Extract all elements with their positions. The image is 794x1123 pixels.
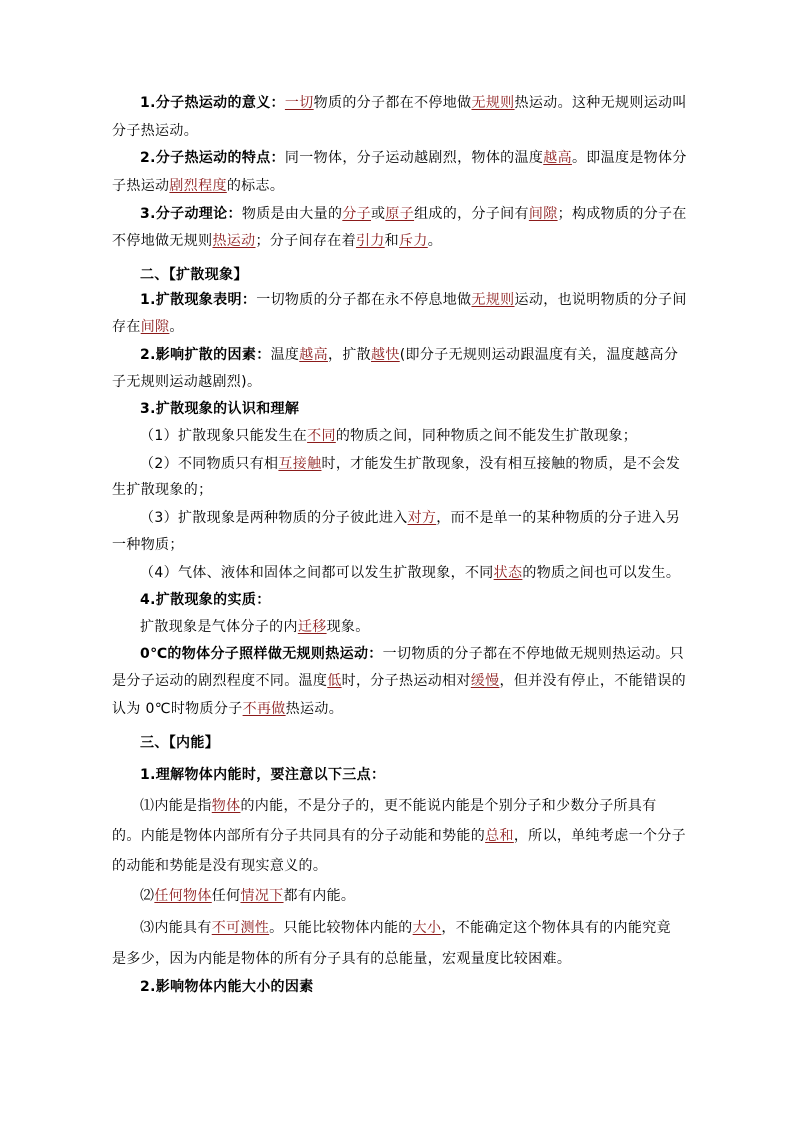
answer-blank: 任何物体	[154, 888, 212, 904]
text-line	[140, 977, 314, 997]
text-line	[140, 590, 271, 610]
text-run: 的物质之间，同种物质之间不能发生扩散现象；	[335, 428, 638, 444]
text-line	[112, 231, 442, 251]
text-run: 是分子运动的剧烈程度不同。温度	[112, 673, 328, 689]
text-run: 一切物质的分子都在永不停息地做	[256, 292, 472, 308]
text-line	[112, 176, 284, 196]
text-line	[140, 345, 678, 365]
text-run: 物质是由大量的	[241, 206, 343, 222]
text-run: ⑴内能是指	[140, 798, 212, 814]
answer-blank: 不再做	[242, 701, 286, 717]
text-run: ⑵	[140, 888, 155, 904]
text-run: ，但并没有停止，不能错误的	[499, 673, 687, 689]
text-line	[112, 949, 571, 969]
text-run: 存在	[112, 319, 141, 335]
bold-label: 3.分子动理论：	[140, 206, 242, 222]
answer-blank: 不同	[307, 428, 336, 444]
answer-blank: 引力	[355, 233, 385, 249]
bold-label: 1.扩散现象表明：	[140, 292, 257, 308]
text-run: 温度	[270, 347, 300, 363]
text-run: 子热运动	[112, 178, 170, 194]
text-line	[112, 856, 327, 876]
text-run: 和	[384, 233, 400, 249]
answer-blank: 分子	[342, 206, 372, 222]
bold-label: 3.扩散现象的认识和理解	[140, 401, 300, 417]
text-run: 。只能比较物体内能的	[269, 920, 413, 936]
answer-blank: 无规则	[471, 292, 515, 308]
text-run: 组成的，分子间有	[414, 206, 529, 222]
bold-label: 2.影响物体内能大小的因素	[140, 979, 314, 995]
text-run: 子无规则运动越剧烈)。	[112, 374, 262, 390]
answer-blank: 缓慢	[470, 673, 500, 689]
text-line	[140, 508, 680, 528]
answer-blank: 情况下	[240, 888, 284, 904]
text-run: 一切物质的分子都在不停地做无规则热运动。只	[382, 646, 685, 662]
text-line	[140, 886, 355, 906]
text-run: （3）扩散现象是两种物质的分子彼此进入	[140, 510, 408, 526]
bold-label: 2.影响扩散的因素：	[140, 347, 271, 363]
text-run: 是多少，因为内能是物体的所有分子具有的总能量，宏观量度比较困难。	[112, 951, 572, 967]
text-run: 物质的分子都在不停地做	[313, 95, 472, 111]
text-run: 分子热运动。	[112, 123, 199, 139]
text-line	[112, 535, 184, 555]
text-run: （1）扩散现象只能发生在	[140, 428, 308, 444]
answer-blank: 物体	[211, 798, 241, 814]
text-line	[140, 204, 687, 224]
text-run: 不停地做无规则	[112, 233, 213, 249]
text-line	[140, 290, 687, 310]
text-line	[112, 317, 184, 337]
bold-label: 三、【内能】	[140, 735, 220, 751]
text-run: (即分子无规则运动跟温度有关，温度越高分	[399, 347, 679, 363]
answer-blank: 间隙	[140, 319, 170, 335]
text-line	[140, 918, 671, 938]
text-run: ；构成物质的分子在	[557, 206, 687, 222]
text-run: 的内能，不是分子的，更不能说内能是个别分子和少数分子所具有	[240, 798, 657, 814]
answer-blank: 迁移	[297, 619, 327, 635]
text-run: 认为 0℃时物质分子	[112, 701, 243, 717]
answer-blank: 不可测性	[211, 920, 270, 936]
bold-label: 0℃的物体分子照样做无规则热运动：	[140, 646, 383, 662]
text-run: ，扩散	[327, 347, 372, 363]
bold-label: 1.分子热运动的意义：	[140, 95, 285, 111]
text-run: 的。内能是物体内部所有分子共同具有的分子动能和势能的	[112, 828, 486, 844]
text-line	[140, 765, 385, 785]
answer-blank: 无规则	[471, 95, 515, 111]
text-run: 生扩散现象的；	[112, 482, 213, 498]
text-line	[112, 372, 261, 392]
section-heading	[140, 265, 248, 285]
answer-blank: 一切	[284, 95, 314, 111]
text-run: 的标志。	[226, 178, 285, 194]
text-run: 。	[169, 319, 184, 335]
text-run: 时，分子热运动相对	[341, 673, 471, 689]
text-run: 现象。	[326, 619, 370, 635]
bold-label: 2.分子热运动的特点：	[140, 150, 285, 166]
answer-blank: 越高	[299, 347, 328, 363]
text-run: 一种物质；	[112, 537, 184, 553]
text-line	[140, 426, 637, 446]
text-line	[112, 121, 198, 141]
section-heading	[140, 733, 219, 753]
text-line	[140, 563, 680, 583]
text-run: ，不能确定这个物体具有的内能究竟	[441, 920, 671, 936]
text-run: 热运动。这种无规则运动叫	[514, 95, 687, 111]
text-run: 的动能和势能是没有现实意义的。	[112, 858, 328, 874]
answer-blank: 热运动	[212, 233, 256, 249]
answer-blank: 互接触	[278, 456, 322, 472]
text-run: 同一物体，分子运动越剧烈，物体的温度	[284, 150, 544, 166]
bold-label: 二、【扩散现象】	[140, 267, 248, 283]
answer-blank: 对方	[407, 510, 437, 526]
text-line	[112, 480, 212, 500]
answer-blank: 大小	[412, 920, 442, 936]
text-line	[140, 148, 687, 168]
text-line	[140, 796, 657, 816]
text-run: 都有内能。	[283, 888, 356, 904]
text-line	[140, 644, 684, 664]
text-run: 任何	[211, 888, 241, 904]
text-run: （4）气体、液体和固体之间都可以发生扩散现象，不同	[140, 565, 494, 581]
answer-blank: 斥力	[399, 233, 428, 249]
text-line	[112, 699, 343, 719]
answer-blank: 总和	[485, 828, 514, 844]
text-run: 时，才能发生扩散现象，没有相互接触的物质，是不会发	[321, 456, 681, 472]
text-run: 运动，也说明物质的分子间	[514, 292, 687, 308]
text-line	[140, 454, 680, 474]
answer-blank: 越高	[543, 150, 572, 166]
text-run: 热运动。	[285, 701, 344, 717]
text-run: ，而不是单一的某种物质的分子进入另	[436, 510, 681, 526]
text-run: 或	[371, 206, 386, 222]
bold-label: 1.理解物体内能时，要注意以下三点：	[140, 767, 386, 783]
text-line	[140, 399, 299, 419]
text-run: 的物质之间也可以发生。	[522, 565, 681, 581]
text-line	[140, 617, 370, 637]
text-run: （2）不同物质只有相	[140, 456, 279, 472]
answer-blank: 低	[327, 673, 342, 689]
text-line	[112, 671, 686, 691]
text-line	[140, 93, 687, 113]
text-run: 扩散现象是气体分子的内	[140, 619, 298, 635]
answer-blank: 原子	[385, 206, 415, 222]
text-run: ⑶内能具有	[140, 920, 212, 936]
answer-blank: 剧烈程度	[169, 178, 227, 194]
text-run: ；分子间存在着	[255, 233, 356, 249]
answer-blank: 间隙	[528, 206, 558, 222]
answer-blank: 状态	[493, 565, 523, 581]
text-run: 。	[427, 233, 443, 249]
bold-label: 4.扩散现象的实质：	[140, 592, 271, 608]
text-line	[112, 826, 686, 846]
text-run: ，所以，单纯考虑一个分子	[513, 828, 687, 844]
text-run: 。即温度是物体分	[571, 150, 687, 166]
answer-blank: 越快	[371, 347, 400, 363]
